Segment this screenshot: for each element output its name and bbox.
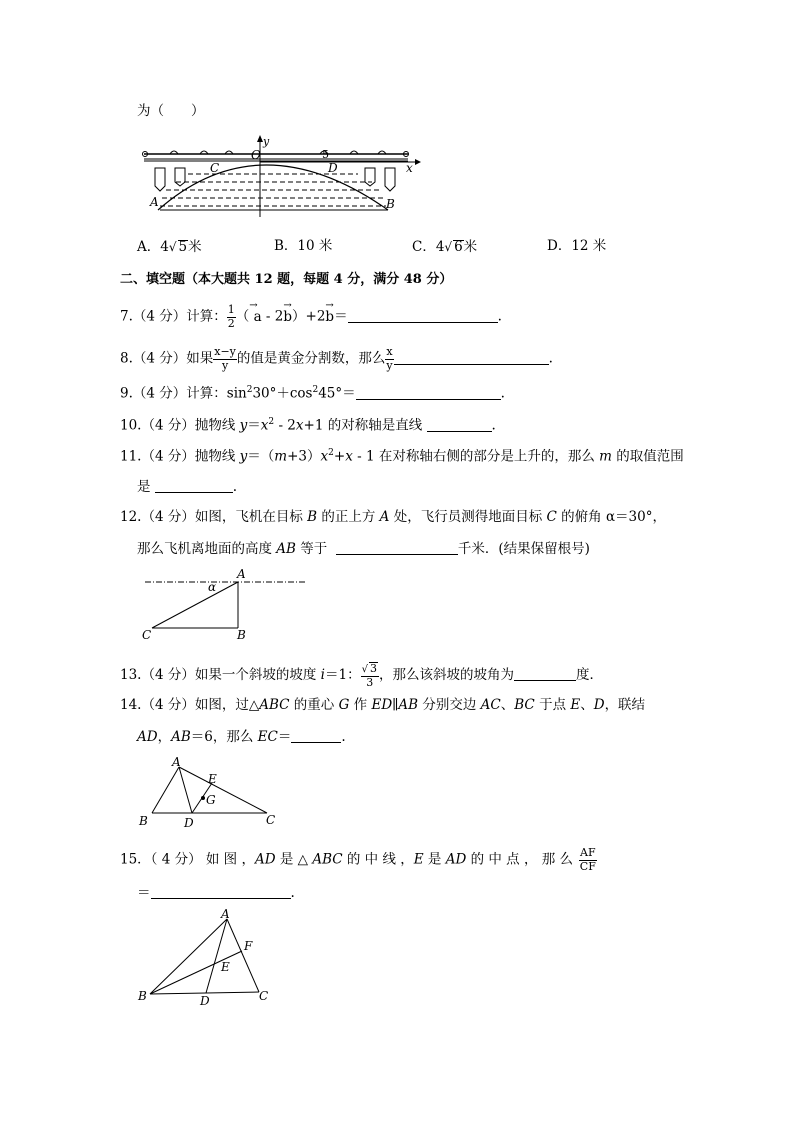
q6-bridge-figure bbox=[140, 132, 430, 217]
q14-figure bbox=[136, 755, 286, 830]
question-11: 11.（4 分）抛物线 $y=(m+3)x^2+x - 1$ 在对称轴右侧的部分是上升的，那么 m 的取值范围 bbox=[120, 448, 684, 465]
q12-figure bbox=[140, 568, 310, 643]
q6-option-b[interactable]: B．10 米 bbox=[274, 238, 333, 254]
q14-label-c: C bbox=[266, 813, 276, 827]
q14-answer-blank[interactable] bbox=[291, 741, 341, 743]
q6-option-a[interactable]: A．4√ 5米 bbox=[137, 239, 202, 255]
question-15-line2: ＝ . bbox=[137, 885, 295, 901]
q12-label-b: B bbox=[237, 628, 246, 642]
q6-label-a: A bbox=[150, 195, 159, 209]
question-9: 9.（4 分）计算：$\sin^230^\circ+\cos^245^\circ=$ . bbox=[120, 385, 505, 402]
section-2-heading: 二、填空题（本大题共 12 题，每题 4 分，满分 48 分） bbox=[120, 272, 453, 287]
q14-label-d: D bbox=[184, 816, 194, 830]
q15-figure bbox=[136, 905, 286, 1010]
q8-answer-blank[interactable] bbox=[394, 363, 549, 365]
question-13: 13.（4 分）如果一个斜坡的坡度 i＝1： $\frac{√ 3}{3}$ ，那么该斜坡的坡角为 度． bbox=[120, 662, 603, 689]
q6-label-five: 5 bbox=[322, 148, 329, 161]
q6-option-c[interactable]: C．4√ 6米 bbox=[412, 239, 478, 255]
q9-answer-blank[interactable] bbox=[356, 398, 501, 400]
q7-answer-blank[interactable] bbox=[348, 321, 498, 323]
question-14-line2: AD，AB＝6，那么 EC＝ . bbox=[137, 729, 346, 745]
q15-label-d: D bbox=[200, 994, 210, 1008]
q14-label-e: E bbox=[208, 772, 217, 786]
q14-label-g: G bbox=[206, 793, 216, 807]
q6-label-o: O bbox=[251, 148, 261, 162]
q15-label-b: B bbox=[138, 989, 147, 1003]
q6-label-d: D bbox=[328, 161, 338, 175]
q12-label-c: C bbox=[142, 628, 152, 642]
q15-answer-blank[interactable] bbox=[151, 897, 291, 899]
q6-option-d[interactable]: D．12 米 bbox=[547, 238, 607, 254]
q14-label-a: A bbox=[172, 755, 181, 769]
q15-label-f: F bbox=[244, 939, 253, 953]
q13-answer-blank[interactable] bbox=[514, 679, 576, 681]
q12-label-a: A bbox=[237, 567, 246, 581]
question-12-line2: 那么飞机离地面的高度 AB 等于 千米．(结果保留根号) bbox=[137, 541, 590, 557]
question-12: 12.（4 分）如图，飞机在目标 B 的正上方 A 处，飞行员测得地面目标 C 的俯角 α＝30°， bbox=[120, 509, 666, 525]
question-7: 7.（4 分）计算： $\frac{1}{2}$ （ a → - 2b → ）+2b → ＝ . bbox=[120, 299, 502, 330]
q11-answer-blank[interactable] bbox=[155, 491, 233, 493]
q12-answer-blank[interactable] bbox=[336, 553, 458, 555]
q6-tail: 为（ ） bbox=[137, 103, 205, 119]
q12-label-alpha: α bbox=[208, 580, 217, 594]
q6-label-c: C bbox=[210, 161, 220, 175]
q15-label-c: C bbox=[259, 989, 269, 1003]
q15-label-a: A bbox=[221, 907, 230, 921]
q6-label-x: x bbox=[406, 161, 413, 175]
question-11-line2: 是 . bbox=[137, 479, 238, 495]
question-15: 15．（ 4 分） 如 图 ，AD 是 △ ABC 的 中 线 ，E 是 AD 的 中 点 ， 那 么 $\frac{AF}{CF}$ bbox=[120, 846, 596, 873]
q14-label-b: B bbox=[139, 814, 148, 828]
question-10: 10.（4 分）抛物线 $y=x^2 - 2x+1$ 的对称轴是直线 . bbox=[120, 417, 496, 434]
question-8: 8.（4 分）如果 $\frac{x-y}{y}$ 的值是黄金分割数，那么 $\frac{x}{y}$ . bbox=[120, 345, 553, 372]
q15-label-e: E bbox=[221, 960, 230, 974]
question-14: 14.（4 分）如图，过△ABC 的重心 G 作 ED∥AB 分别交边 AC、BC 于点 E、D，联结 bbox=[120, 697, 646, 713]
q6-label-b: B bbox=[386, 197, 395, 211]
q10-answer-blank[interactable] bbox=[427, 430, 492, 432]
q6-label-y: y bbox=[263, 135, 270, 148]
